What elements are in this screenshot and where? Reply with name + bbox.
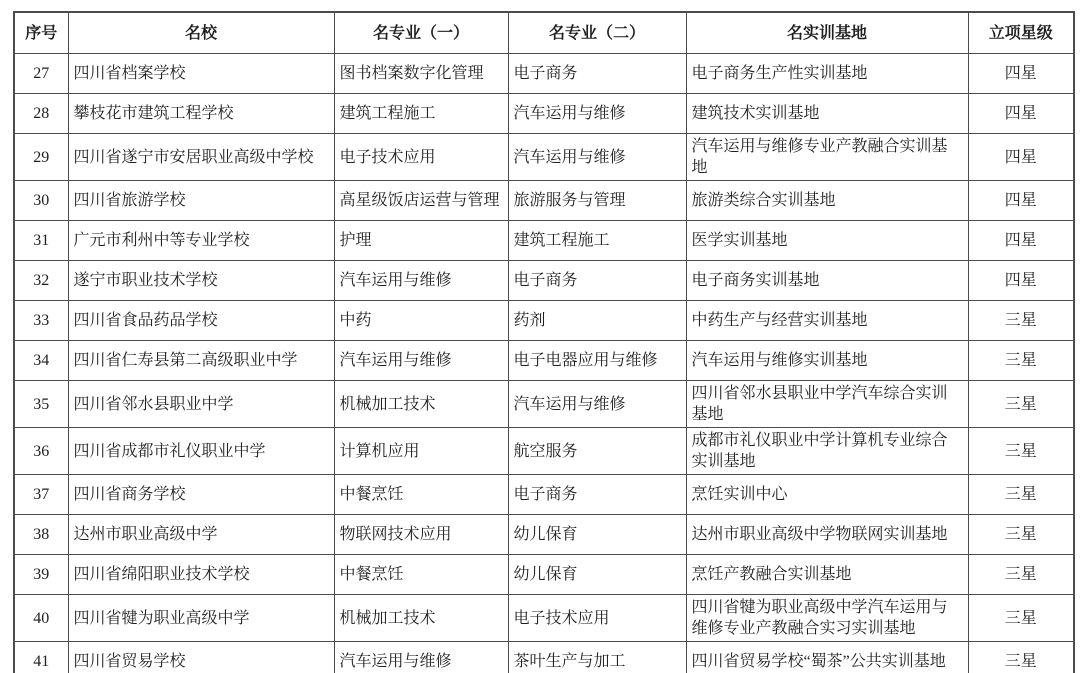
column-header-base: 名实训基地: [686, 12, 968, 54]
table-row: [14, 261, 1074, 301]
cell-major2: 汽车运用与维修: [508, 94, 686, 134]
cell-base: 旅游类综合实训基地: [686, 181, 968, 221]
table-header: [14, 12, 1074, 54]
cell-major2: 汽车运用与维修: [508, 134, 686, 181]
column-header-school: 名校: [68, 12, 334, 54]
cell-stars: 四星: [968, 94, 1074, 134]
cell-major1: 中餐烹饪: [334, 475, 508, 515]
cell-major2: 幼儿保育: [508, 555, 686, 595]
cell-num: 34: [14, 341, 68, 381]
cell-num: 32: [14, 261, 68, 301]
cell-base: 电子商务实训基地: [686, 261, 968, 301]
cell-stars: 三星: [968, 642, 1074, 673]
cell-school: 四川省仁寿县第二高级职业中学: [68, 341, 334, 381]
cell-major1: 中餐烹饪: [334, 555, 508, 595]
cell-stars: 四星: [968, 221, 1074, 261]
cell-school: 四川省遂宁市安居职业高级中学校: [68, 134, 334, 181]
cell-base: 成都市礼仪职业中学计算机专业综合实训基地: [686, 428, 968, 475]
cell-major2: 幼儿保育: [508, 515, 686, 555]
cell-major1: 计算机应用: [334, 428, 508, 475]
table-row: [14, 221, 1074, 261]
cell-num: 38: [14, 515, 68, 555]
cell-school: 四川省食品药品学校: [68, 301, 334, 341]
cell-major2: 汽车运用与维修: [508, 381, 686, 428]
cell-major1: 物联网技术应用: [334, 515, 508, 555]
table-row: [14, 475, 1074, 515]
cell-school: 四川省犍为职业高级中学: [68, 595, 334, 642]
table-row: [14, 181, 1074, 221]
header-row: [14, 12, 1074, 54]
cell-stars: 三星: [968, 475, 1074, 515]
cell-base: 医学实训基地: [686, 221, 968, 261]
cell-base: 四川省贸易学校“蜀茶”公共实训基地: [686, 642, 968, 673]
cell-base: 四川省犍为职业高级中学汽车运用与维修专业产教融合实习实训基地: [686, 595, 968, 642]
cell-stars: 三星: [968, 301, 1074, 341]
cell-school: 攀枝花市建筑工程学校: [68, 94, 334, 134]
table-body: [14, 54, 1074, 673]
cell-school: 达州市职业高级中学: [68, 515, 334, 555]
column-header-major2: 名专业（二）: [508, 12, 686, 54]
table-row: [14, 341, 1074, 381]
cell-stars: 三星: [968, 381, 1074, 428]
cell-num: 31: [14, 221, 68, 261]
column-header-major1: 名专业（一）: [334, 12, 508, 54]
cell-school: 四川省成都市礼仪职业中学: [68, 428, 334, 475]
cell-major1: 汽车运用与维修: [334, 261, 508, 301]
cell-major1: 护理: [334, 221, 508, 261]
cell-stars: 三星: [968, 341, 1074, 381]
cell-major2: 药剂: [508, 301, 686, 341]
cell-stars: 三星: [968, 595, 1074, 642]
cell-major1: 高星级饭店运营与管理: [334, 181, 508, 221]
cell-major2: 建筑工程施工: [508, 221, 686, 261]
cell-school: 四川省绵阳职业技术学校: [68, 555, 334, 595]
cell-base: 烹饪产教融合实训基地: [686, 555, 968, 595]
cell-major1: 图书档案数字化管理: [334, 54, 508, 94]
cell-major1: 汽车运用与维修: [334, 341, 508, 381]
table-row: [14, 515, 1074, 555]
cell-base: 烹饪实训中心: [686, 475, 968, 515]
cell-num: 36: [14, 428, 68, 475]
cell-num: 41: [14, 642, 68, 673]
star-rating-table: [13, 11, 1075, 673]
column-header-stars: 立项星级: [968, 12, 1074, 54]
cell-major2: 旅游服务与管理: [508, 181, 686, 221]
cell-num: 27: [14, 54, 68, 94]
cell-school: 遂宁市职业技术学校: [68, 261, 334, 301]
cell-num: 33: [14, 301, 68, 341]
cell-major2: 电子技术应用: [508, 595, 686, 642]
cell-base: 电子商务生产性实训基地: [686, 54, 968, 94]
table-row: [14, 381, 1074, 428]
cell-school: 广元市利州中等专业学校: [68, 221, 334, 261]
cell-major1: 建筑工程施工: [334, 94, 508, 134]
cell-major1: 机械加工技术: [334, 381, 508, 428]
cell-major1: 中药: [334, 301, 508, 341]
table-row: [14, 428, 1074, 475]
cell-num: 30: [14, 181, 68, 221]
cell-num: 35: [14, 381, 68, 428]
cell-stars: 四星: [968, 261, 1074, 301]
cell-base: 汽车运用与维修实训基地: [686, 341, 968, 381]
cell-major2: 电子商务: [508, 261, 686, 301]
cell-major1: 电子技术应用: [334, 134, 508, 181]
cell-major1: 机械加工技术: [334, 595, 508, 642]
cell-school: 四川省邻水县职业中学: [68, 381, 334, 428]
table-row: [14, 301, 1074, 341]
cell-school: 四川省商务学校: [68, 475, 334, 515]
cell-major1: 汽车运用与维修: [334, 642, 508, 673]
cell-stars: 三星: [968, 428, 1074, 475]
cell-school: 四川省旅游学校: [68, 181, 334, 221]
cell-school: 四川省档案学校: [68, 54, 334, 94]
cell-num: 37: [14, 475, 68, 515]
cell-base: 中药生产与经营实训基地: [686, 301, 968, 341]
cell-num: 40: [14, 595, 68, 642]
cell-stars: 三星: [968, 515, 1074, 555]
cell-num: 29: [14, 134, 68, 181]
cell-major2: 电子电器应用与维修: [508, 341, 686, 381]
cell-major2: 电子商务: [508, 475, 686, 515]
cell-school: 四川省贸易学校: [68, 642, 334, 673]
cell-base: 四川省邻水县职业中学汽车综合实训基地: [686, 381, 968, 428]
table-row: [14, 54, 1074, 94]
cell-base: 达州市职业高级中学物联网实训基地: [686, 515, 968, 555]
cell-base: 汽车运用与维修专业产教融合实训基地: [686, 134, 968, 181]
cell-stars: 四星: [968, 181, 1074, 221]
table-row: [14, 595, 1074, 642]
table-row: [14, 134, 1074, 181]
table-row: [14, 94, 1074, 134]
cell-stars: 四星: [968, 54, 1074, 94]
cell-base: 建筑技术实训基地: [686, 94, 968, 134]
cell-stars: 四星: [968, 134, 1074, 181]
table-row: [14, 555, 1074, 595]
cell-stars: 三星: [968, 555, 1074, 595]
table-row: [14, 642, 1074, 673]
cell-major2: 电子商务: [508, 54, 686, 94]
cell-major2: 航空服务: [508, 428, 686, 475]
cell-num: 28: [14, 94, 68, 134]
column-header-num: 序号: [14, 12, 68, 54]
cell-major2: 茶叶生产与加工: [508, 642, 686, 673]
cell-num: 39: [14, 555, 68, 595]
